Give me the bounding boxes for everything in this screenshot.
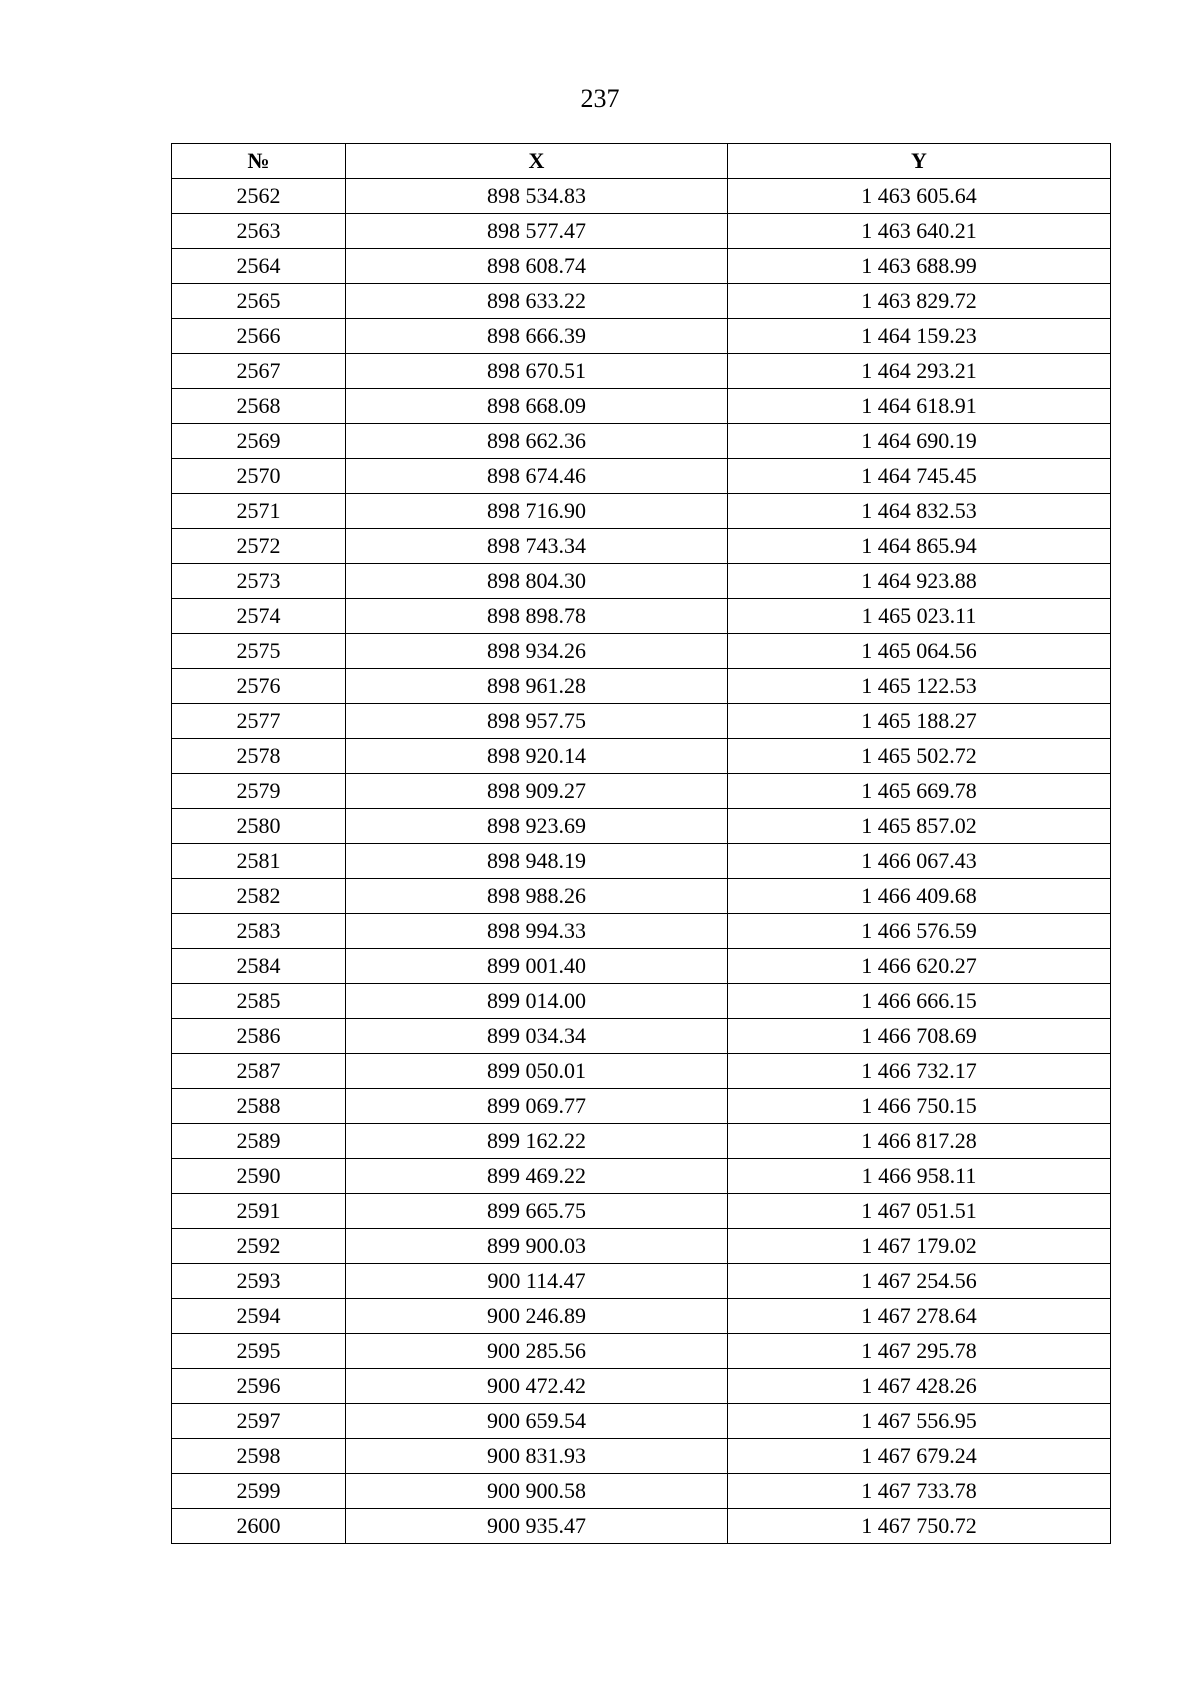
cell-number: 2576 — [172, 669, 346, 704]
table-row — [172, 179, 1111, 214]
table-row — [172, 1229, 1111, 1264]
cell-x: 900 935.47 — [346, 1509, 728, 1544]
table-row — [172, 634, 1111, 669]
cell-x: 900 900.58 — [346, 1474, 728, 1509]
cell-y: 1 467 254.56 — [728, 1264, 1111, 1299]
cell-y: 1 463 829.72 — [728, 284, 1111, 319]
cell-x: 898 988.26 — [346, 879, 728, 914]
cell-y: 1 464 745.45 — [728, 459, 1111, 494]
table-body — [172, 179, 1111, 1544]
cell-number: 2593 — [172, 1264, 346, 1299]
cell-x: 898 948.19 — [346, 844, 728, 879]
cell-y: 1 466 409.68 — [728, 879, 1111, 914]
cell-y: 1 466 750.15 — [728, 1089, 1111, 1124]
table-row — [172, 949, 1111, 984]
table-row — [172, 319, 1111, 354]
cell-x: 898 670.51 — [346, 354, 728, 389]
table-row — [172, 284, 1111, 319]
cell-number: 2585 — [172, 984, 346, 1019]
cell-y: 1 464 865.94 — [728, 529, 1111, 564]
cell-number: 2589 — [172, 1124, 346, 1159]
cell-number: 2571 — [172, 494, 346, 529]
table-row — [172, 1509, 1111, 1544]
cell-x: 900 246.89 — [346, 1299, 728, 1334]
cell-x: 899 162.22 — [346, 1124, 728, 1159]
table-row — [172, 1369, 1111, 1404]
cell-y: 1 464 832.53 — [728, 494, 1111, 529]
cell-x: 898 909.27 — [346, 774, 728, 809]
table-row — [172, 1089, 1111, 1124]
table-row — [172, 1194, 1111, 1229]
cell-y: 1 466 732.17 — [728, 1054, 1111, 1089]
table-row — [172, 529, 1111, 564]
table-row — [172, 424, 1111, 459]
cell-x: 898 577.47 — [346, 214, 728, 249]
table-row — [172, 774, 1111, 809]
cell-x: 899 069.77 — [346, 1089, 728, 1124]
table-row — [172, 879, 1111, 914]
cell-y: 1 464 923.88 — [728, 564, 1111, 599]
cell-y: 1 465 064.56 — [728, 634, 1111, 669]
cell-number: 2594 — [172, 1299, 346, 1334]
header-y: Y — [728, 144, 1111, 179]
cell-y: 1 466 958.11 — [728, 1159, 1111, 1194]
table-row — [172, 739, 1111, 774]
cell-x: 900 472.42 — [346, 1369, 728, 1404]
table-row — [172, 1124, 1111, 1159]
cell-number: 2562 — [172, 179, 346, 214]
cell-number: 2570 — [172, 459, 346, 494]
table-row — [172, 1334, 1111, 1369]
cell-number: 2564 — [172, 249, 346, 284]
cell-number: 2584 — [172, 949, 346, 984]
cell-number: 2586 — [172, 1019, 346, 1054]
table-row — [172, 1019, 1111, 1054]
table-header-row — [172, 144, 1111, 179]
cell-y: 1 466 817.28 — [728, 1124, 1111, 1159]
cell-number: 2592 — [172, 1229, 346, 1264]
cell-number: 2595 — [172, 1334, 346, 1369]
table-row — [172, 809, 1111, 844]
cell-x: 898 934.26 — [346, 634, 728, 669]
cell-number: 2580 — [172, 809, 346, 844]
cell-y: 1 466 620.27 — [728, 949, 1111, 984]
cell-y: 1 467 179.02 — [728, 1229, 1111, 1264]
cell-x: 898 957.75 — [346, 704, 728, 739]
cell-y: 1 467 428.26 — [728, 1369, 1111, 1404]
cell-y: 1 467 051.51 — [728, 1194, 1111, 1229]
coordinates-table — [171, 143, 1111, 1544]
cell-y: 1 467 750.72 — [728, 1509, 1111, 1544]
cell-number: 2590 — [172, 1159, 346, 1194]
table-row — [172, 354, 1111, 389]
table-row — [172, 389, 1111, 424]
cell-y: 1 466 708.69 — [728, 1019, 1111, 1054]
cell-x: 898 608.74 — [346, 249, 728, 284]
cell-x: 898 668.09 — [346, 389, 728, 424]
cell-x: 898 674.46 — [346, 459, 728, 494]
cell-x: 898 923.69 — [346, 809, 728, 844]
cell-number: 2569 — [172, 424, 346, 459]
cell-number: 2565 — [172, 284, 346, 319]
cell-x: 900 831.93 — [346, 1439, 728, 1474]
table-row — [172, 564, 1111, 599]
cell-y: 1 464 690.19 — [728, 424, 1111, 459]
page-number: 237 — [580, 84, 620, 113]
cell-x: 898 898.78 — [346, 599, 728, 634]
cell-number: 2599 — [172, 1474, 346, 1509]
table-row — [172, 1474, 1111, 1509]
table-row — [172, 249, 1111, 284]
table-row — [172, 1299, 1111, 1334]
cell-y: 1 464 618.91 — [728, 389, 1111, 424]
cell-y: 1 465 669.78 — [728, 774, 1111, 809]
cell-x: 898 534.83 — [346, 179, 728, 214]
cell-number: 2583 — [172, 914, 346, 949]
cell-y: 1 467 556.95 — [728, 1404, 1111, 1439]
table-row — [172, 599, 1111, 634]
table-header — [172, 144, 1111, 179]
cell-y: 1 466 576.59 — [728, 914, 1111, 949]
cell-number: 2574 — [172, 599, 346, 634]
cell-number: 2600 — [172, 1509, 346, 1544]
cell-number: 2591 — [172, 1194, 346, 1229]
table-row — [172, 459, 1111, 494]
table-row — [172, 669, 1111, 704]
cell-x: 898 961.28 — [346, 669, 728, 704]
cell-x: 900 659.54 — [346, 1404, 728, 1439]
cell-x: 898 716.90 — [346, 494, 728, 529]
cell-y: 1 467 679.24 — [728, 1439, 1111, 1474]
cell-x: 898 994.33 — [346, 914, 728, 949]
cell-number: 2578 — [172, 739, 346, 774]
table-row — [172, 1054, 1111, 1089]
cell-y: 1 467 733.78 — [728, 1474, 1111, 1509]
cell-y: 1 463 688.99 — [728, 249, 1111, 284]
cell-y: 1 465 122.53 — [728, 669, 1111, 704]
cell-y: 1 465 502.72 — [728, 739, 1111, 774]
cell-x: 899 050.01 — [346, 1054, 728, 1089]
cell-number: 2598 — [172, 1439, 346, 1474]
cell-number: 2581 — [172, 844, 346, 879]
cell-x: 899 001.40 — [346, 949, 728, 984]
cell-x: 898 666.39 — [346, 319, 728, 354]
table-row — [172, 914, 1111, 949]
cell-number: 2577 — [172, 704, 346, 739]
cell-x: 900 285.56 — [346, 1334, 728, 1369]
table-row — [172, 1264, 1111, 1299]
cell-number: 2587 — [172, 1054, 346, 1089]
cell-y: 1 464 159.23 — [728, 319, 1111, 354]
cell-number: 2573 — [172, 564, 346, 599]
table-row — [172, 214, 1111, 249]
cell-number: 2575 — [172, 634, 346, 669]
header-number: № — [172, 144, 346, 179]
cell-number: 2597 — [172, 1404, 346, 1439]
cell-y: 1 466 666.15 — [728, 984, 1111, 1019]
cell-x: 898 633.22 — [346, 284, 728, 319]
cell-number: 2563 — [172, 214, 346, 249]
cell-y: 1 467 278.64 — [728, 1299, 1111, 1334]
cell-number: 2572 — [172, 529, 346, 564]
cell-y: 1 465 023.11 — [728, 599, 1111, 634]
cell-number: 2582 — [172, 879, 346, 914]
cell-x: 900 114.47 — [346, 1264, 728, 1299]
cell-number: 2588 — [172, 1089, 346, 1124]
cell-y: 1 463 640.21 — [728, 214, 1111, 249]
cell-y: 1 465 188.27 — [728, 704, 1111, 739]
cell-x: 898 804.30 — [346, 564, 728, 599]
cell-x: 899 469.22 — [346, 1159, 728, 1194]
cell-x: 899 665.75 — [346, 1194, 728, 1229]
table-row — [172, 844, 1111, 879]
cell-number: 2567 — [172, 354, 346, 389]
cell-y: 1 466 067.43 — [728, 844, 1111, 879]
header-x: X — [346, 144, 728, 179]
table-row — [172, 1404, 1111, 1439]
cell-y: 1 465 857.02 — [728, 809, 1111, 844]
cell-number: 2579 — [172, 774, 346, 809]
cell-x: 899 034.34 — [346, 1019, 728, 1054]
cell-x: 899 900.03 — [346, 1229, 728, 1264]
cell-x: 898 743.34 — [346, 529, 728, 564]
cell-y: 1 464 293.21 — [728, 354, 1111, 389]
cell-x: 899 014.00 — [346, 984, 728, 1019]
table-row — [172, 984, 1111, 1019]
cell-x: 898 920.14 — [346, 739, 728, 774]
table-row — [172, 494, 1111, 529]
table-row — [172, 1159, 1111, 1194]
cell-x: 898 662.36 — [346, 424, 728, 459]
cell-number: 2566 — [172, 319, 346, 354]
cell-y: 1 463 605.64 — [728, 179, 1111, 214]
table-row — [172, 1439, 1111, 1474]
cell-number: 2596 — [172, 1369, 346, 1404]
cell-number: 2568 — [172, 389, 346, 424]
table-row — [172, 704, 1111, 739]
cell-y: 1 467 295.78 — [728, 1334, 1111, 1369]
